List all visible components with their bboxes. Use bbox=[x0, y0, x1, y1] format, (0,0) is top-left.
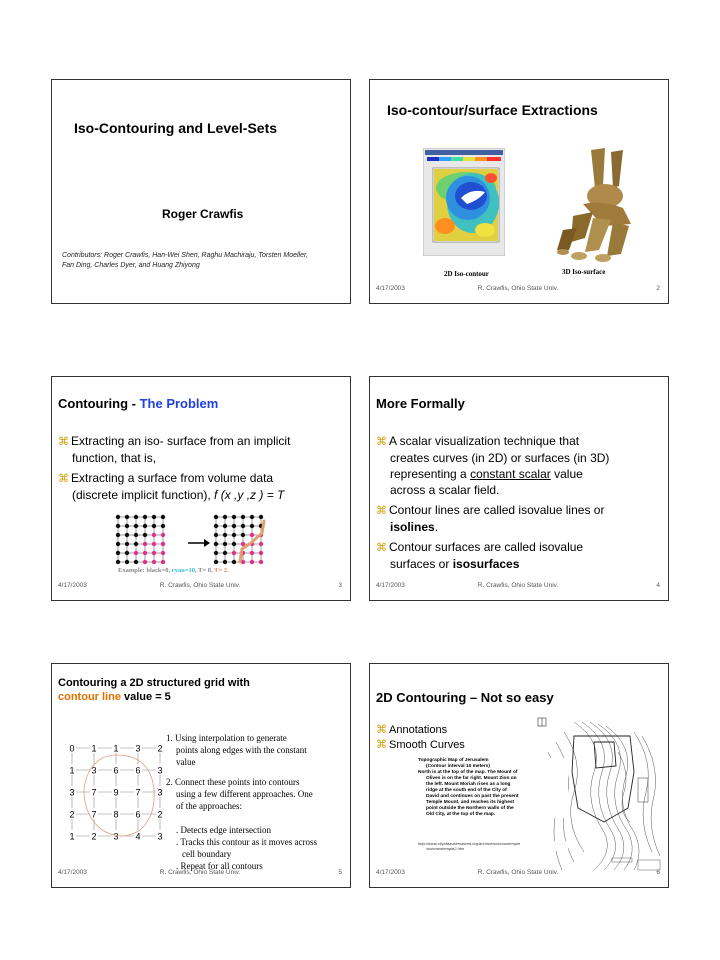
grid-node bbox=[232, 524, 236, 528]
grid-node bbox=[134, 560, 138, 564]
grid-node bbox=[134, 542, 138, 546]
slide-3-footer bbox=[58, 582, 342, 592]
slide-6 bbox=[369, 663, 669, 888]
bullet-1: ⌘ Extracting an iso- surface from an implicit bbox=[58, 434, 291, 448]
grid-node bbox=[143, 524, 147, 528]
grid-node bbox=[232, 533, 236, 537]
grid-value: 7 bbox=[91, 787, 97, 798]
caption-2d-iso-contour: 2D Iso-contour bbox=[444, 270, 489, 278]
grid-node bbox=[223, 515, 227, 519]
slide-1 bbox=[51, 79, 351, 304]
grid-value: 3 bbox=[91, 765, 97, 776]
grid-node bbox=[223, 524, 227, 528]
grid-node bbox=[152, 533, 156, 537]
grid-node bbox=[143, 551, 147, 555]
contour-example-figure bbox=[112, 513, 282, 573]
grid-value: 6 bbox=[113, 765, 119, 776]
grid-node bbox=[152, 542, 156, 546]
slide-3-bullets: ⌘ Extracting an iso- surface from an implicit function, that is, ⌘ Extracting a surface from volume data (discrete implicit function), f (x ,y ,z ) = T bbox=[58, 433, 348, 503]
grid-before bbox=[116, 515, 165, 564]
slide-6-bullets bbox=[376, 723, 465, 753]
slide-1-author: Roger Crawfis bbox=[162, 207, 244, 221]
grid-node bbox=[125, 515, 129, 519]
grid-value: 2 bbox=[157, 743, 163, 754]
bullet-2: ⌘ Smooth Curves bbox=[376, 739, 465, 751]
grid-value: 8 bbox=[113, 809, 119, 820]
grid-node bbox=[134, 533, 138, 537]
slide-2-title: Iso-contour/surface Extractions bbox=[387, 102, 598, 118]
slide-4-bullets: ⌘ A scalar visualization technique that creates curves (in 2D) or surfaces (in 3D) representing a constant scalar value across a scalar field. ⌘ Contour lines are called isovalue lines or isolines. ⌘ Contour surfaces are called isovalue surfaces or isosurfaces bbox=[376, 433, 666, 572]
grid-node bbox=[116, 551, 120, 555]
grid-value: 2 bbox=[69, 809, 75, 820]
grid-value: 1 bbox=[113, 743, 119, 754]
grid-value: 7 bbox=[135, 787, 141, 798]
grid-node bbox=[232, 551, 236, 555]
grid-value: 3 bbox=[113, 831, 119, 842]
footer-page-number: 2 bbox=[656, 285, 660, 292]
grid-node bbox=[125, 542, 129, 546]
iso-contour-image bbox=[423, 148, 505, 256]
slide-5-footer bbox=[58, 869, 342, 879]
map-legend: Topographic Map of Jerusalem (Contour interval 10 meters) North is at the top of the map. The Mount of Olives is on the far right. Mount Zion on the left. Mount Moriah rises as a long ridge at the south end of the City of David and continues on past the present Temple Mount, and reaches its highest point outside the Northern walls of the Old City, at the top of the map. bbox=[418, 758, 568, 818]
grid-node bbox=[161, 542, 165, 546]
slide-6-title: 2D Contouring – Not so easy bbox=[376, 690, 554, 705]
grid-node bbox=[125, 524, 129, 528]
grid-node bbox=[214, 524, 218, 528]
grid-node bbox=[152, 560, 156, 564]
grid-node bbox=[161, 551, 165, 555]
slide-5-title: Contouring a 2D structured grid with contour line value = 5 bbox=[58, 677, 250, 703]
slide-3-example-caption: Example: black=0, cyan=10, T= 8, T= 2. bbox=[118, 567, 229, 574]
grid-node bbox=[250, 551, 254, 555]
grid-value: 6 bbox=[135, 765, 141, 776]
bullet-icon: ⌘ bbox=[376, 542, 387, 554]
grid-value: 2 bbox=[91, 831, 97, 842]
grid-node bbox=[241, 515, 245, 519]
slide-3-title: Contouring - The Problem bbox=[58, 396, 219, 411]
iso-surface-image bbox=[533, 146, 641, 264]
caption-3d-iso-surface: 3D Iso-surface bbox=[562, 268, 606, 276]
contour-grid-figure bbox=[60, 738, 168, 856]
grid-value: 4 bbox=[135, 831, 141, 842]
grid-node bbox=[143, 515, 147, 519]
bullet-icon: ⌘ bbox=[58, 436, 69, 448]
footer-date: 4/17/2003 bbox=[376, 285, 405, 292]
grid-node bbox=[232, 560, 236, 564]
slide-1-contributors: Contributors: Roger Crawfis, Han-Wei Shen, Raghu Machiraju, Torsten Moeller, Fan Ding, Charles Dyer, and Huang Zhiyong bbox=[62, 252, 308, 269]
bullet-2: ⌘ Extracting a surface from volume data bbox=[58, 471, 274, 485]
grid-node bbox=[214, 515, 218, 519]
bullet-icon: ⌘ bbox=[376, 724, 387, 736]
footer-date: 4/17/2003 bbox=[58, 869, 87, 876]
grid-node bbox=[259, 515, 263, 519]
grid-node bbox=[143, 533, 147, 537]
grid-node bbox=[161, 515, 165, 519]
scalar-grid bbox=[68, 742, 164, 842]
slide-1-title: Iso-Contouring and Level-Sets bbox=[74, 120, 278, 136]
grid-node bbox=[161, 533, 165, 537]
grid-value: 6 bbox=[135, 809, 141, 820]
grid-node bbox=[214, 533, 218, 537]
grid-node bbox=[259, 560, 263, 564]
grid-node bbox=[116, 542, 120, 546]
grid-value: 3 bbox=[69, 787, 75, 798]
grid-node bbox=[125, 533, 129, 537]
bullet-1: ⌘ Annotations bbox=[376, 724, 448, 736]
grid-node bbox=[241, 533, 245, 537]
bullet-icon: ⌘ bbox=[376, 505, 387, 517]
footer-author: R. Crawfis, Ohio State Univ. bbox=[477, 869, 559, 876]
grid-node bbox=[161, 524, 165, 528]
grid-node bbox=[152, 551, 156, 555]
slide-4-title: More Formally bbox=[376, 396, 465, 411]
slide-5-steps: 1. Using interpolation to generate points along edges with the constant value 2. Connect these points into contours using a few different approaches. One of the approaches: . Detects edge intersection . Tracks this contour as it moves across cell boundary . Repeat for all contours bbox=[166, 733, 317, 871]
grid-node bbox=[223, 533, 227, 537]
grid-node bbox=[223, 551, 227, 555]
bullet-icon: ⌘ bbox=[376, 436, 387, 448]
arrow-head-icon bbox=[204, 539, 210, 547]
grid-value: 3 bbox=[157, 765, 163, 776]
grid-node bbox=[152, 524, 156, 528]
grid-node bbox=[116, 533, 120, 537]
map-source-url[interactable]: http://www.cityofdavidrestored.org/archive/solomontemple /solomontemple2.htm bbox=[418, 841, 568, 851]
grid-node bbox=[241, 524, 245, 528]
grid-value: 1 bbox=[69, 831, 75, 842]
bullet-2: ⌘ Contour lines are called isovalue lines or bbox=[376, 503, 605, 517]
grid-node bbox=[223, 560, 227, 564]
grid-value: 1 bbox=[91, 743, 97, 754]
footer-author: R. Crawfis, Ohio State Univ. bbox=[159, 869, 241, 876]
grid-after bbox=[214, 515, 264, 564]
grid-value: 3 bbox=[157, 787, 163, 798]
grid-node bbox=[116, 524, 120, 528]
grid-node bbox=[116, 515, 120, 519]
grid-node bbox=[134, 515, 138, 519]
grid-node bbox=[134, 551, 138, 555]
grid-node bbox=[259, 551, 263, 555]
grid-value: 9 bbox=[113, 787, 119, 798]
bullet-1: ⌘ A scalar visualization technique that bbox=[376, 434, 580, 448]
grid-node bbox=[232, 515, 236, 519]
slide-2-footer bbox=[376, 285, 660, 295]
grid-node bbox=[259, 542, 263, 546]
grid-value: 0 bbox=[69, 743, 75, 754]
grid-node bbox=[250, 560, 254, 564]
footer-author: R. Crawfis, Ohio State Univ. bbox=[477, 582, 559, 589]
slide-4 bbox=[369, 376, 669, 601]
grid-node bbox=[125, 560, 129, 564]
bullet-icon: ⌘ bbox=[376, 739, 387, 751]
footer-page-number: 3 bbox=[338, 582, 342, 589]
footer-page-number: 5 bbox=[338, 869, 342, 876]
slide-4-footer bbox=[376, 582, 660, 592]
footer-date: 4/17/2003 bbox=[376, 869, 405, 876]
grid-value: 7 bbox=[91, 809, 97, 820]
grid-node bbox=[152, 515, 156, 519]
grid-value: 3 bbox=[135, 743, 141, 754]
slide-5 bbox=[51, 663, 351, 888]
grid-node bbox=[116, 560, 120, 564]
grid-node bbox=[214, 542, 218, 546]
grid-node bbox=[232, 542, 236, 546]
bullet-3: ⌘ Contour surfaces are called isovalue bbox=[376, 540, 584, 554]
grid-value: 2 bbox=[157, 809, 163, 820]
footer-author: R. Crawfis, Ohio State Univ. bbox=[477, 285, 559, 292]
footer-date: 4/17/2003 bbox=[376, 582, 405, 589]
grid-node bbox=[223, 542, 227, 546]
slide-2 bbox=[369, 79, 669, 304]
grid-node bbox=[250, 515, 254, 519]
footer-page-number: 6 bbox=[656, 869, 660, 876]
footer-date: 4/17/2003 bbox=[58, 582, 87, 589]
footer-author: R. Crawfis, Ohio State Univ. bbox=[159, 582, 241, 589]
slide-6-footer bbox=[376, 869, 660, 879]
grid-node bbox=[214, 551, 218, 555]
grid-node bbox=[143, 560, 147, 564]
grid-node bbox=[250, 524, 254, 528]
grid-node bbox=[161, 560, 165, 564]
slide-3 bbox=[51, 376, 351, 601]
grid-value: 3 bbox=[157, 831, 163, 842]
grid-node bbox=[214, 560, 218, 564]
bullet-icon: ⌘ bbox=[58, 473, 69, 485]
footer-page-number: 4 bbox=[656, 582, 660, 589]
grid-node bbox=[250, 533, 254, 537]
grid-node bbox=[134, 524, 138, 528]
implicit-function-formula: f (x ,y ,z ) = T bbox=[214, 488, 285, 502]
grid-node bbox=[143, 542, 147, 546]
grid-node bbox=[125, 551, 129, 555]
grid-value: 1 bbox=[69, 765, 75, 776]
